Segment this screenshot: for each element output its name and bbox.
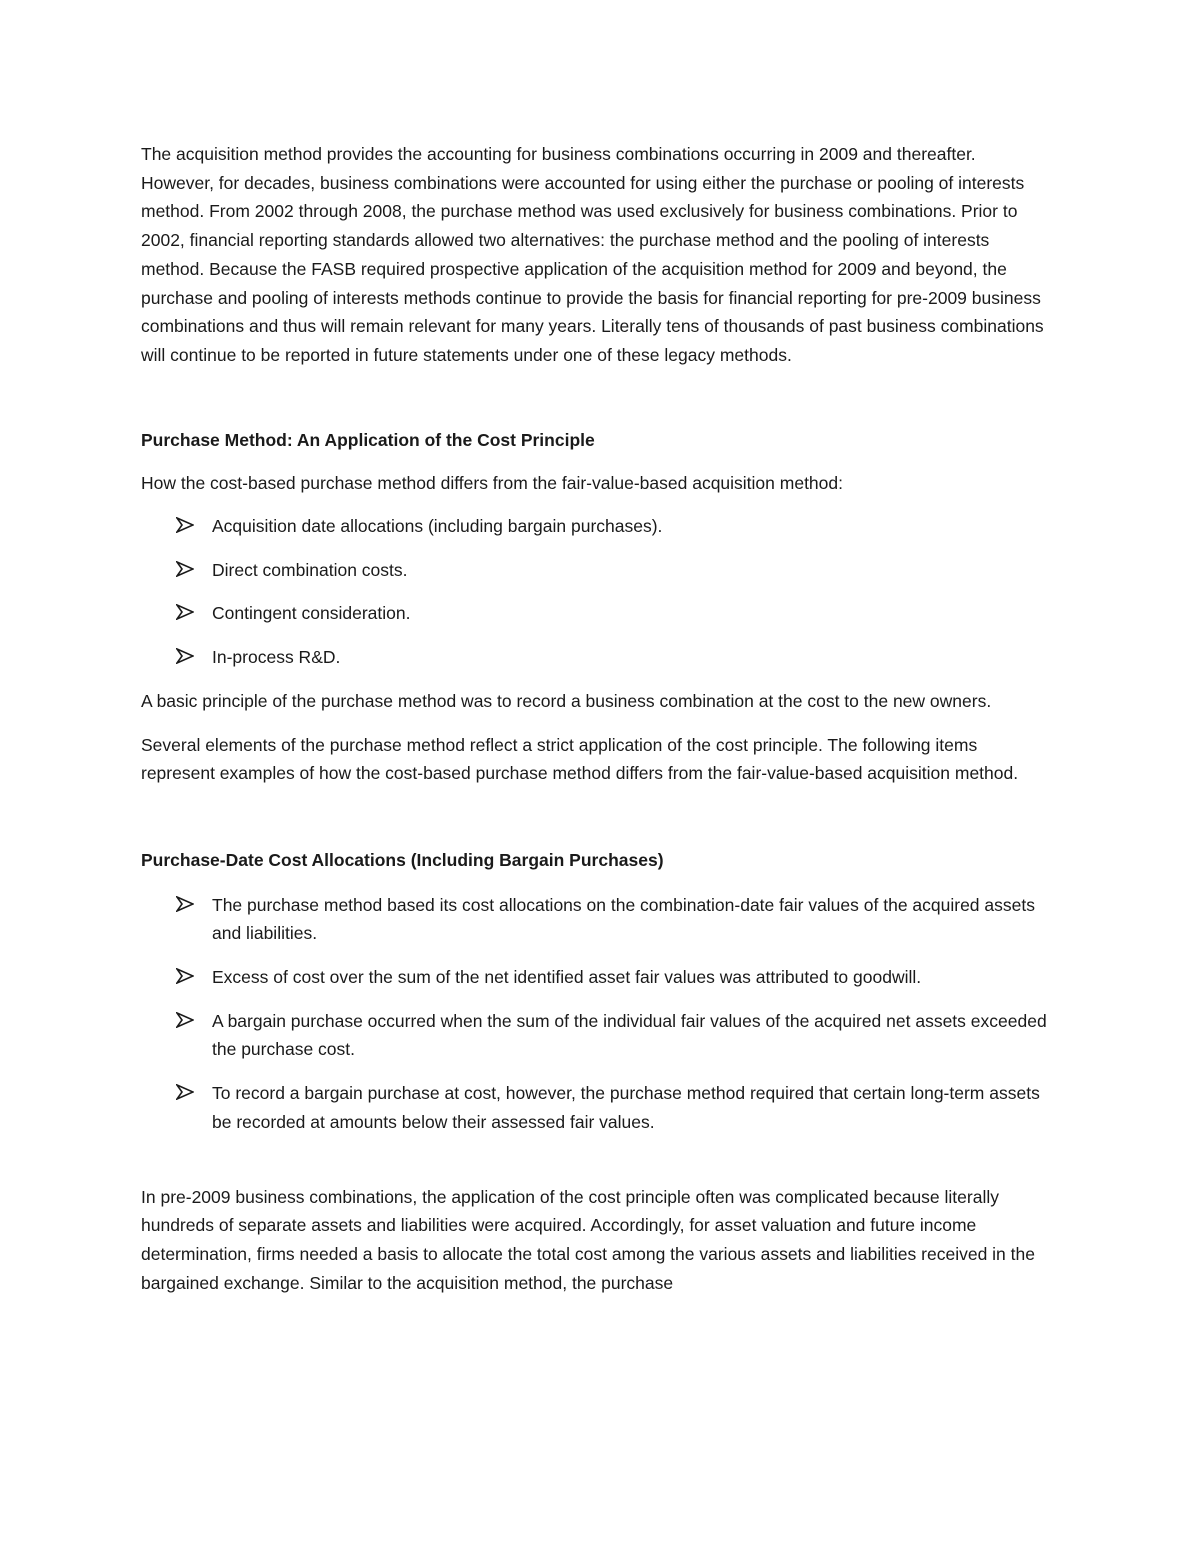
- list-item-text: A bargain purchase occurred when the sum of the individual fair values of the acquired net assets exceeded the purchase cost.: [212, 1010, 1047, 1060]
- arrowhead-bullet-icon: [176, 643, 196, 671]
- intro-paragraph: The acquisition method provides the accounting for business combinations occurring in 2009 and thereafter. However, for decades, business combinations were accounted for using either the purchase or pooling of interests method. From 2002 through 2008, the purchase method was used exclusively for business combinations. Prior to 2002, financial reporting standards allowed two alternatives: the purchase method and the pooling of interests method. Because the FASB required prospective application of the acquisition method for 2009 and beyond, the purchase and pooling of interests methods continue to provide the basis for financial reporting for pre-2009 business combinations and thus will remain relevant for many years. Literally tens of thousands of past business combinations will continue to be reported in future statements under one of these legacy methods.: [141, 144, 1044, 365]
- cost-principle-paragraph: Several elements of the purchase method reflect a strict application of the cost principle. The following items represent examples of how the cost-based purchase method differs from the fair-value-based acquisition method.: [141, 734, 1019, 784]
- list-item: [141, 599, 1050, 628]
- allocations-bullet-list: [141, 891, 1050, 1137]
- list-item-text: The purchase method based its cost allocations on the combination-date fair values of the acquired assets and liabilities.: [212, 894, 1035, 944]
- arrowhead-bullet-icon: [176, 599, 196, 627]
- list-item: [141, 1007, 1050, 1064]
- arrowhead-bullet-icon: [176, 963, 196, 991]
- arrowhead-bullet-icon: [176, 891, 196, 919]
- list-item: [141, 512, 1050, 541]
- arrowhead-bullet-icon: [176, 1079, 196, 1107]
- list-item-text: To record a bargain purchase at cost, however, the purchase method required that certain long-term assets be recorded at amounts below their assessed fair values.: [212, 1083, 1040, 1132]
- list-item-text: Direct combination costs.: [212, 559, 408, 580]
- list-item: [141, 1079, 1050, 1136]
- section-heading-purchase-method: Purchase Method: An Application of the Cost Principle: [141, 429, 595, 450]
- differences-bullet-list: [141, 512, 1050, 672]
- arrowhead-bullet-icon: [176, 1007, 196, 1035]
- list-item-text: Excess of cost over the sum of the net identified asset fair values was attributed to goodwill.: [212, 967, 922, 988]
- section-heading-cost-allocations: Purchase-Date Cost Allocations (Including Bargain Purchases): [141, 849, 664, 870]
- list-item: [141, 643, 1050, 672]
- list-item: [141, 963, 1050, 992]
- list-item-text: In-process R&D.: [212, 647, 341, 668]
- arrowhead-bullet-icon: [176, 512, 196, 540]
- list-item: [141, 556, 1050, 585]
- list-item: [141, 891, 1050, 948]
- arrowhead-bullet-icon: [176, 556, 196, 584]
- list-item-text: Acquisition date allocations (including bargain purchases).: [212, 516, 663, 537]
- section-lead-text: How the cost-based purchase method differs from the fair-value-based acquisition method:: [141, 473, 843, 494]
- list-item-text: Contingent consideration.: [212, 603, 411, 624]
- pre-2009-paragraph: In pre-2009 business combinations, the application of the cost principle often was complicated because literally hundreds of separate assets and liabilities were acquired. Accordingly, for asset valuation and future income determination, firms needed a basis to allocate the total cost among the various assets and liabilities received in the bargained exchange. Similar to the acquisition method, the purchase: [141, 1186, 1035, 1293]
- basic-principle-paragraph: A basic principle of the purchase method was to record a business combination at the cost to the new owners.: [141, 690, 992, 711]
